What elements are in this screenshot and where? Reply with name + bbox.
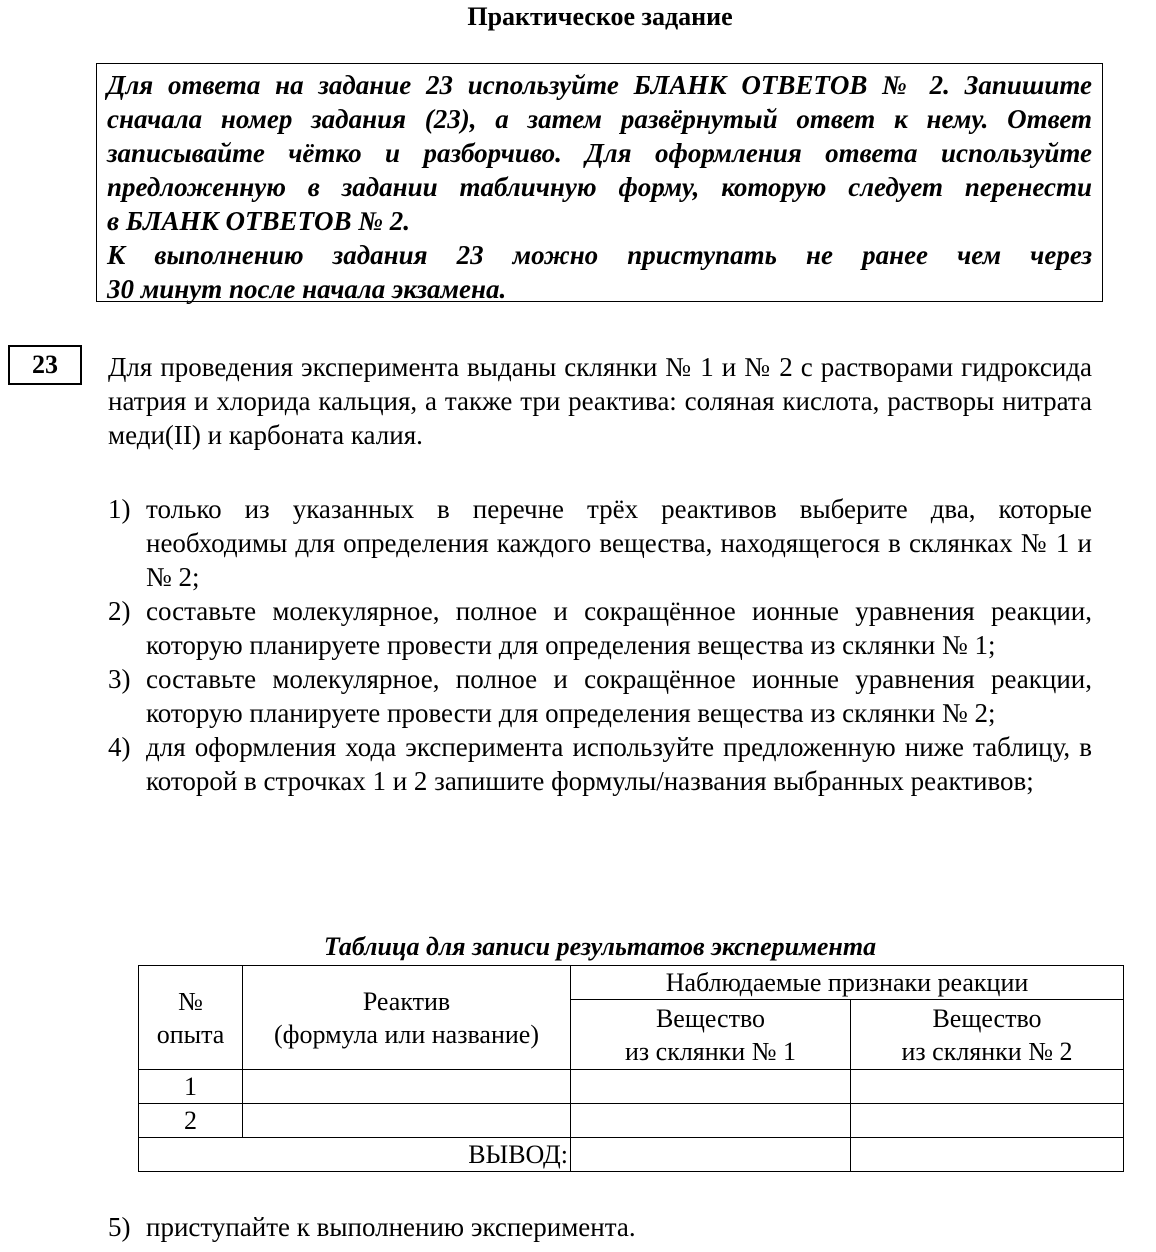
conclusion-row <box>139 1138 1124 1172</box>
step-text: приступайте к выполнению эксперимента. <box>146 1212 636 1242</box>
substance-1-cell[interactable] <box>571 1104 851 1138</box>
header-observed-signs: Наблюдаемые признаки реакции <box>571 966 1124 1000</box>
step-number: 4) <box>108 732 131 762</box>
substance-2-cell[interactable] <box>851 1104 1124 1138</box>
substance-2-cell[interactable] <box>851 1070 1124 1104</box>
task-intro: Для проведения эксперимента выданы склянки № 1 и № 2 с растворами гидроксида натрия и хлорида кальция, а также три реактива: соляная кислота, растворы нитрата меди(II) и карбоната калия. <box>108 352 1092 450</box>
step-text: только из указанных в перечне трёх реактивов выберите два, которые необходимы для определения каждого вещества, находящегося в склянках № 1 и № 2; <box>146 494 1092 592</box>
conclusion-label: ВЫВОД: <box>139 1138 571 1172</box>
list-item <box>108 594 1092 662</box>
header-substance-1: Вещество из склянки № 1 <box>571 1000 851 1070</box>
step-number: 3) <box>108 664 131 694</box>
list-item <box>108 730 1092 798</box>
list-item <box>108 492 1092 594</box>
instructions-line: К выполнению задания 23 можно приступать не ранее чем через <box>107 240 1092 270</box>
task-number-box: 23 <box>8 345 82 385</box>
row-number: 2 <box>139 1104 243 1138</box>
header-reagent: Реактив (формула или название) <box>243 966 571 1070</box>
instructions-line: в БЛАНК ОТВЕТОВ № 2. <box>107 206 411 236</box>
step-text: составьте молекулярное, полное и сокращённое ионные уравнения реакции, которую планируете провести для определения вещества из склянки № 2; <box>146 664 1092 728</box>
list-item <box>108 662 1092 730</box>
instructions-line: Для ответа на задание 23 используйте БЛАНК ОТВЕТОВ № 2. Запишите <box>107 70 1092 100</box>
instructions-line: 30 минут после начала экзамена. <box>107 274 507 304</box>
instructions-line: сначала номер задания (23), а затем развёрнутый ответ к нему. Ответ <box>107 104 1092 134</box>
table-title: Таблица для записи результатов эксперимента <box>323 932 877 961</box>
task-steps-list <box>108 492 1092 798</box>
substance-1-cell[interactable] <box>571 1070 851 1104</box>
reagent-cell[interactable] <box>243 1104 571 1138</box>
conclusion-cell-1[interactable] <box>571 1138 851 1172</box>
results-table <box>138 965 1124 1172</box>
reagent-cell[interactable] <box>243 1070 571 1104</box>
step-text: для оформления хода эксперимента используйте предложенную ниже таблицу, в которой в строчках 1 и 2 запишите формулы/названия выбранных реактивов; <box>146 732 1092 796</box>
row-number: 1 <box>139 1070 243 1104</box>
header-experiment-number: № опыта <box>139 966 243 1070</box>
instructions-box <box>96 63 1103 302</box>
header-substance-2: Вещество из склянки № 2 <box>851 1000 1124 1070</box>
instructions-line: записывайте чётко и разборчиво. Для оформления ответа используйте <box>107 138 1092 168</box>
conclusion-cell-2[interactable] <box>851 1138 1124 1172</box>
table-row <box>139 1104 1124 1138</box>
instructions-line: предложенную в задании табличную форму, которую следует перенести <box>107 172 1092 202</box>
step-number: 5) <box>108 1212 131 1242</box>
table-row <box>139 1070 1124 1104</box>
final-step <box>108 1210 636 1244</box>
step-number: 2) <box>108 596 131 626</box>
step-text: составьте молекулярное, полное и сокращённое ионные уравнения реакции, которую планируете провести для определения вещества из склянки № 1; <box>146 596 1092 660</box>
step-number: 1) <box>108 494 131 524</box>
page-title: Практическое задание <box>467 2 733 31</box>
